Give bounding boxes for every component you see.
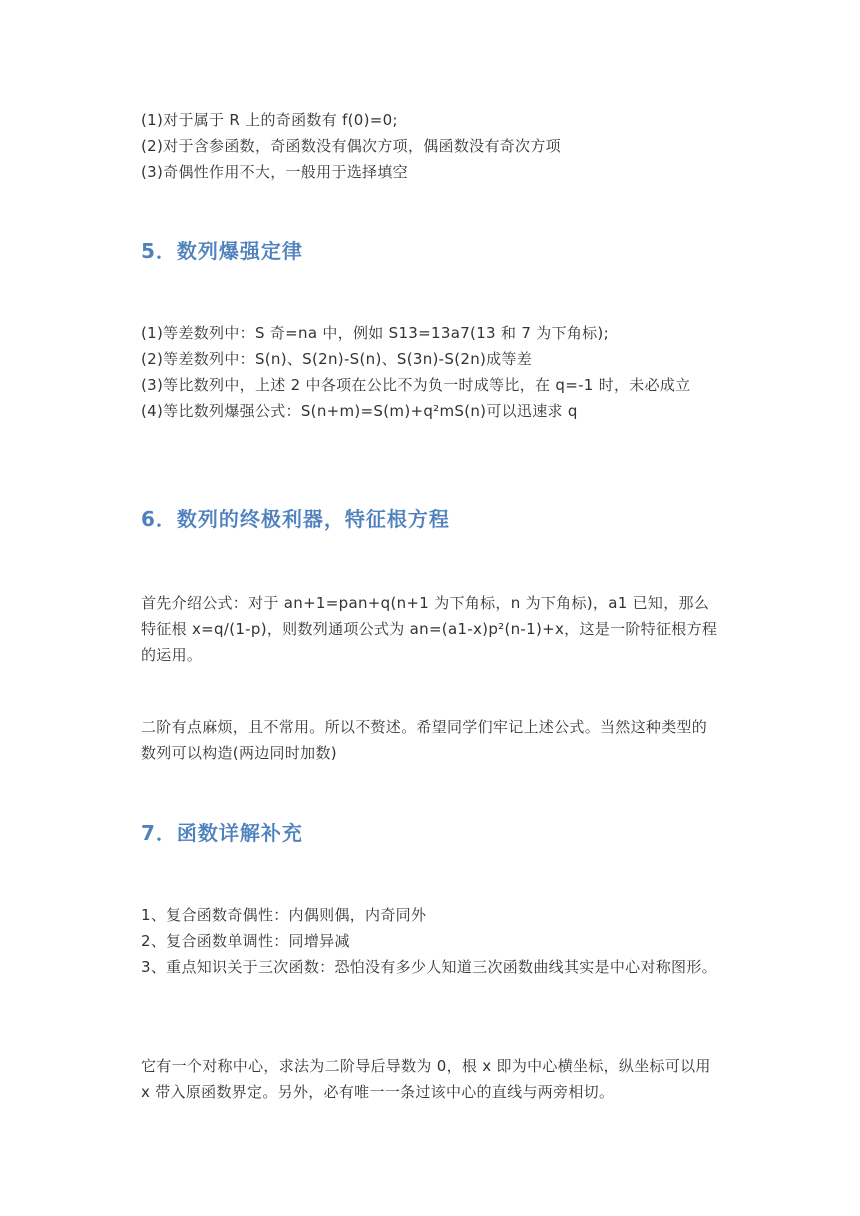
intro-list [141,107,721,185]
section-5-item-1: (1)等差数列中：S 奇=na 中，例如 S13=13a7(13 和 7 为下角标); [141,324,609,342]
section-5-item-2: (2)等差数列中：S(n)、S(2n)-S(n)、S(3n)-S(2n)成等差 [141,350,533,368]
section-7-item-3: 3、重点知识关于三次函数：恐怕没有多少人知道三次函数曲线其实是中心对称图形。 [141,958,717,976]
section-7-para-block [141,1053,721,1105]
section-5 [141,236,721,266]
intro-item-2: (2)对于含参函数，奇函数没有偶次方项，偶函数没有奇次方项 [141,137,561,155]
section-5-list [141,320,721,424]
section-6-para-1-block [141,590,721,668]
section-7-para: 它有一个对称中心，求法为二阶导后导数为 0，根 x 即为中心横坐标，纵坐标可以用 x 带入原函数界定。另外，必有唯一一条过该中心的直线与两旁相切。 [141,1057,711,1101]
section-7 [141,818,721,848]
section-5-item-3: (3)等比数列中，上述 2 中各项在公比不为负一时成等比，在 q=-1 时，未必成立 [141,376,691,394]
section-6-para-2-block [141,714,721,766]
intro-item-1: (1)对于属于 R 上的奇函数有 f(0)=0; [141,111,398,129]
section-6-para-1: 首先介绍公式：对于 an+1=pan+q(n+1 为下角标，n 为下角标)，a1 已知，那么特征根 x=q/(1-p)，则数列通项公式为 an=(a1-x)p²(n-1)+x，这是一阶特征根方程的运用。 [141,594,718,664]
section-7-item-1: 1、复合函数奇偶性：内偶则偶，内奇同外 [141,906,427,924]
section-6-heading: 6．数列的终极利器，特征根方程 [141,507,450,531]
section-6 [141,504,721,534]
section-6-para-2: 二阶有点麻烦，且不常用。所以不赘述。希望同学们牢记上述公式。当然这种类型的数列可以构造(两边同时加数) [141,718,708,762]
section-5-item-4: (4)等比数列爆强公式：S(n+m)=S(m)+q²mS(n)可以迅速求 q [141,402,578,420]
section-7-list [141,902,721,980]
section-7-item-2: 2、复合函数单调性：同增异减 [141,932,350,950]
section-5-heading: 5．数列爆强定律 [141,239,303,263]
section-7-heading: 7．函数详解补充 [141,821,303,845]
intro-item-3: (3)奇偶性作用不大，一般用于选择填空 [141,163,408,181]
